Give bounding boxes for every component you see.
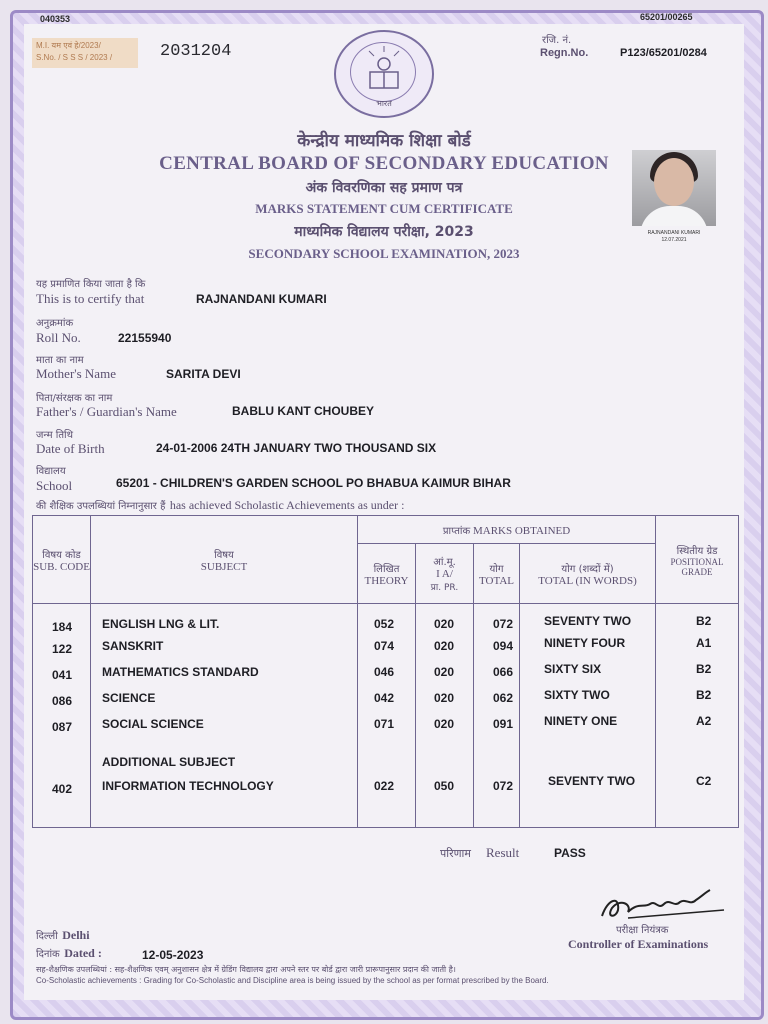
subject-grade: B2 [696,688,712,702]
roll-number: 22155940 [118,331,172,345]
additional-words: SEVENTY TWO [548,774,636,788]
subject-ia: 020 [434,639,455,653]
roll-hindi: अनुक्रमांक [36,318,74,329]
achievement-text: has achieved Scholastic Achievements as under : [169,498,405,512]
header-sub-code: विषय कोड SUB. CODE [33,516,91,604]
father-hindi: पिता/संरक्षक का नाम [36,393,113,404]
subject-ia: 020 [434,717,455,731]
dated-line: दिनांक Dated : [36,946,102,960]
subject-code: 184 [52,620,73,634]
student-name: RAJNANDANI KUMARI [196,292,327,306]
header-grade: स्थितीय ग्रेड POSITIONAL GRADE [656,516,739,604]
school-label: School [36,478,73,493]
issue-stamp-line2: S.No. / S S S / 2023 / [36,53,113,62]
regn-hindi: रजि. नं. [542,35,572,46]
photo-caption-name: RAJNANDANI KUMARI [647,230,701,236]
result-value: PASS [554,846,586,860]
subject-theory: 074 [374,639,395,653]
mother-name: SARITA DEVI [166,367,241,381]
serial-top-left: 040353 [40,14,71,24]
subject-theory: 071 [374,717,395,731]
subject-words: SIXTY TWO [544,688,610,702]
exam-name-hindi: माध्यमिक विद्यालय परीक्षा, 2023 [294,224,474,240]
document-title: MARKS STATEMENT CUM CERTIFICATE [255,201,513,216]
header-marks-obtained: प्राप्तांक MARKS OBTAINED [358,516,656,544]
certificate-number: 2031204 [160,42,232,61]
document-title-hindi: अंक विवरणिका सह प्रमाण पत्र [305,180,463,196]
father-name: BABLU KANT CHOUBEY [232,404,374,418]
header-theory: लिखित THEORY [358,544,416,604]
subject-words: NINETY ONE [544,714,618,728]
additional-ia: 050 [434,779,455,793]
dob-hindi: जन्म तिथि [36,430,74,441]
subject-total: 091 [493,717,514,731]
subject-grade: A1 [696,636,712,650]
subject-code: 122 [52,642,73,656]
subject-total: 062 [493,691,514,705]
footnote-english: Co-Scholastic achievements : Grading for Co-Scholastic and Discipline area is being issued by the school as per format prescribed by the Board. [36,976,549,985]
result-hindi: परिणाम [440,847,471,860]
subject-subject: ENGLISH LNG & LIT. [102,617,220,631]
logo-caption: भारत [376,99,392,108]
subject-words: SIXTY SIX [544,662,602,676]
father-label: Father's / Guardian's Name [36,404,177,419]
mother-hindi: माता का नाम [36,355,84,366]
additional-total: 072 [493,779,514,793]
cbse-logo [334,30,434,118]
controller-hindi: परीक्षा नियंत्रक [616,925,669,936]
mother-label: Mother's Name [36,366,116,381]
subject-subject: SOCIAL SCIENCE [102,717,204,731]
subject-subject: MATHEMATICS STANDARD [102,665,259,679]
subject-theory: 042 [374,691,395,705]
certify-label: This is to certify that [36,291,145,306]
serial-top-right: 65201/00265 [640,12,693,22]
additional-grade: C2 [696,774,712,788]
subject-subject: SCIENCE [102,691,156,705]
school-name: 65201 - CHILDREN'S GARDEN SCHOOL PO BHABUA KAIMUR BIHAR [116,476,511,490]
header-subject: विषय SUBJECT [91,516,358,604]
date-of-birth: 24-01-2006 24TH JANUARY TWO THOUSAND SIX [156,441,437,455]
subject-code: 086 [52,694,73,708]
footnote-hindi: सह-शैक्षणिक उपलब्धियां : सह-शैक्षणिक एवम् अनुशासन क्षेत्र में ग्रेडिंग विद्यालय द्वारा अपने स्तर पर बोर्ड द्वारा जारी प्रारूपानुसार प्रदान की जाती है। [36,965,456,974]
subject-total: 072 [493,617,514,631]
subject-total: 094 [493,639,514,653]
issue-date: 12-05-2023 [142,948,204,962]
issue-stamp [32,38,138,68]
achievement-hindi: की शैक्षिक उपलब्धियां निम्नानुसार हैं [36,501,166,512]
subject-total: 066 [493,665,514,679]
header-ia-pr: आं.मू. I A/ प्रा. PR. [416,544,474,604]
photo-caption-date: 12.07.2021 [661,237,687,243]
additional-theory: 022 [374,779,395,793]
subject-theory: 046 [374,665,395,679]
subject-words: SEVENTY TWO [544,614,632,628]
exam-name: SECONDARY SCHOOL EXAMINATION, 2023 [248,246,520,261]
additional-code: 402 [52,782,73,796]
subject-ia: 020 [434,691,455,705]
subject-grade: B2 [696,614,712,628]
school-hindi: विद्यालय [36,466,66,477]
subject-code: 041 [52,668,73,682]
board-name: CENTRAL BOARD OF SECONDARY EDUCATION [159,153,609,174]
additional-subject-heading: ADDITIONAL SUBJECT [102,755,236,769]
roll-label: Roll No. [36,330,81,345]
dob-label: Date of Birth [36,441,105,456]
subject-theory: 052 [374,617,395,631]
achievement-line [36,496,404,514]
subject-grade: A2 [696,714,712,728]
header-total-words: योग (शब्दों में) TOTAL (IN WORDS) [520,544,656,604]
regn-number: P123/65201/0284 [620,47,707,59]
additional-subject: INFORMATION TECHNOLOGY [102,779,274,793]
subject-ia: 020 [434,665,455,679]
subject-grade: B2 [696,662,712,676]
regn-label: Regn.No. [540,47,589,59]
result-label: Result [486,845,520,860]
header-total: योग TOTAL [474,544,520,604]
subject-ia: 020 [434,617,455,631]
board-name-hindi: केन्द्रीय माध्यमिक शिक्षा बोर्ड [297,131,471,151]
issue-stamp-line1: M.I. यम एवं हे/2023/ [36,41,101,50]
subject-subject: SANSKRIT [102,639,164,653]
subject-words: NINETY FOUR [544,636,626,650]
student-photo [632,150,716,226]
controller-label: Controller of Examinations [568,937,709,951]
controller-signature [598,888,728,924]
subject-code: 087 [52,720,73,734]
place-line: दिल्ली Delhi [36,928,90,942]
certify-hindi: यह प्रमाणित किया जाता है कि [36,279,146,290]
